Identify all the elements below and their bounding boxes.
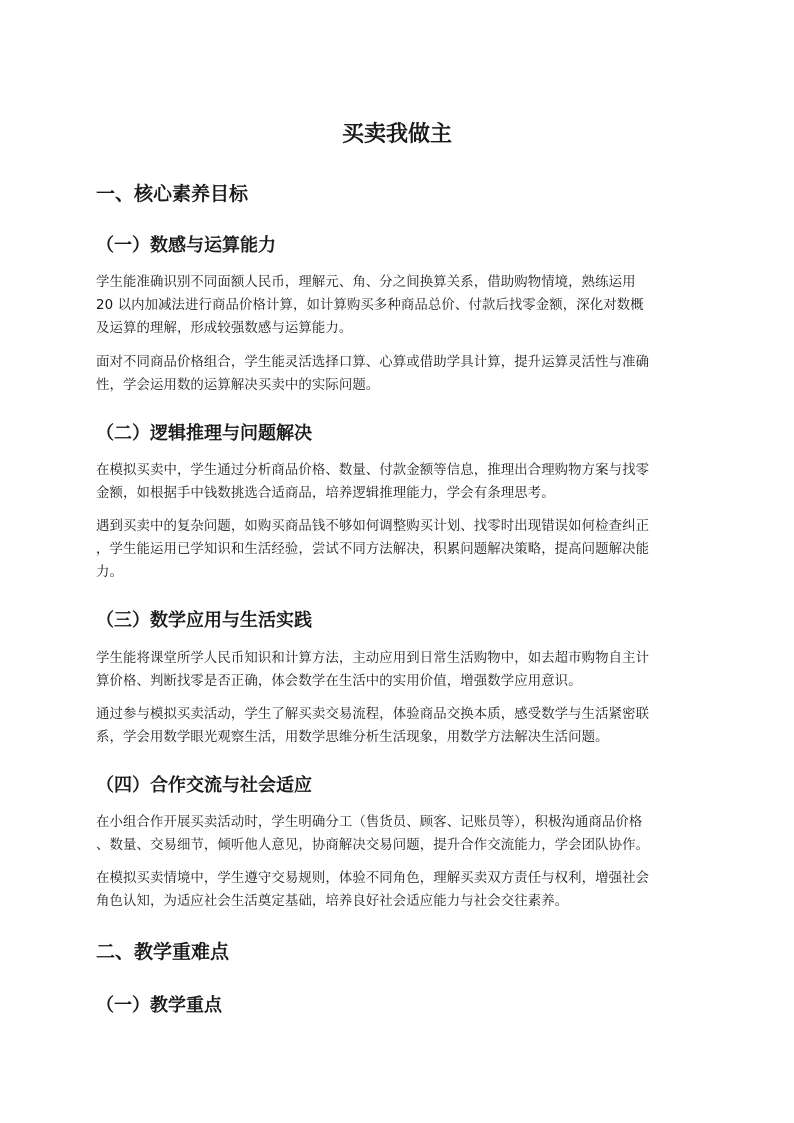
page-title: 买卖我做主 bbox=[341, 122, 452, 147]
paragraph: 在小组合作开展买卖活动时，学生明确分工（售货员、顾客、记账员等），积极沟通商品价格 、数量、交易细节，倾听他人意见，协商解决交易问题，提升合作交流能力，学会团队协作。 bbox=[96, 815, 650, 853]
section-heading-key-points: 二、教学重难点 bbox=[96, 941, 230, 963]
paragraph: 在模拟买卖中，学生通过分析商品价格、数量、付款金额等信息，推理出合理购物方案与找零 金额，如根据手中钱数挑选合适商品，培养逻辑推理能力，学会有条理思考。 bbox=[96, 463, 650, 501]
section-heading-core-goals: 一、核心素养目标 bbox=[96, 183, 249, 205]
subsection-heading-teaching-focus: （一）教学重点 bbox=[96, 995, 222, 1016]
paragraph: 学生能将课堂所学人民币知识和计算方法，主动应用到日常生活购物中，如去超市购物自主计 算价格、判断找零是否正确，体会数学在生活中的实用价值，增强数学应用意识。 bbox=[96, 651, 650, 689]
paragraph: 学生能准确识别不同面额人民币，理解元、角、分之间换算关系，借助购物情境，熟练运用 20 以内加减法进行商品价格计算，如计算购买多种商品总价、付款后找零金额，深化对数概 及运算的理解，形成较强数感与运算能力。 bbox=[96, 275, 644, 336]
paragraph: 在模拟买卖情境中，学生遵守交易规则，体验不同角色，理解买卖双方责任与权利，增强社会 角色认知，为适应社会生活奠定基础，培养良好社会适应能力与社会交往素养。 bbox=[96, 871, 650, 909]
paragraph: 遇到买卖中的复杂问题，如购买商品钱不够如何调整购买计划、找零时出现错误如何检查纠正 ，学生能运用已学知识和生活经验，尝试不同方法解决，积累问题解决策略，提高问题解决能 力。 bbox=[96, 519, 650, 580]
subsection-heading-logic-reasoning: （二）逻辑推理与问题解决 bbox=[96, 423, 312, 444]
subsection-heading-cooperation: （四）合作交流与社会适应 bbox=[96, 775, 312, 796]
subsection-heading-math-application: （三）数学应用与生活实践 bbox=[96, 610, 312, 631]
paragraph: 通过参与模拟买卖活动，学生了解买卖交易流程，体验商品交换本质，感受数学与生活紧密联 系，学会用数学眼光观察生活，用数学思维分析生活现象，用数学方法解决生活问题。 bbox=[96, 707, 650, 745]
subsection-heading-number-sense: （一）数感与运算能力 bbox=[96, 235, 276, 256]
paragraph: 面对不同商品价格组合，学生能灵活选择口算、心算或借助学具计算，提升运算灵活性与准确 性，学会运用数的运算解决买卖中的实际问题。 bbox=[96, 355, 650, 393]
